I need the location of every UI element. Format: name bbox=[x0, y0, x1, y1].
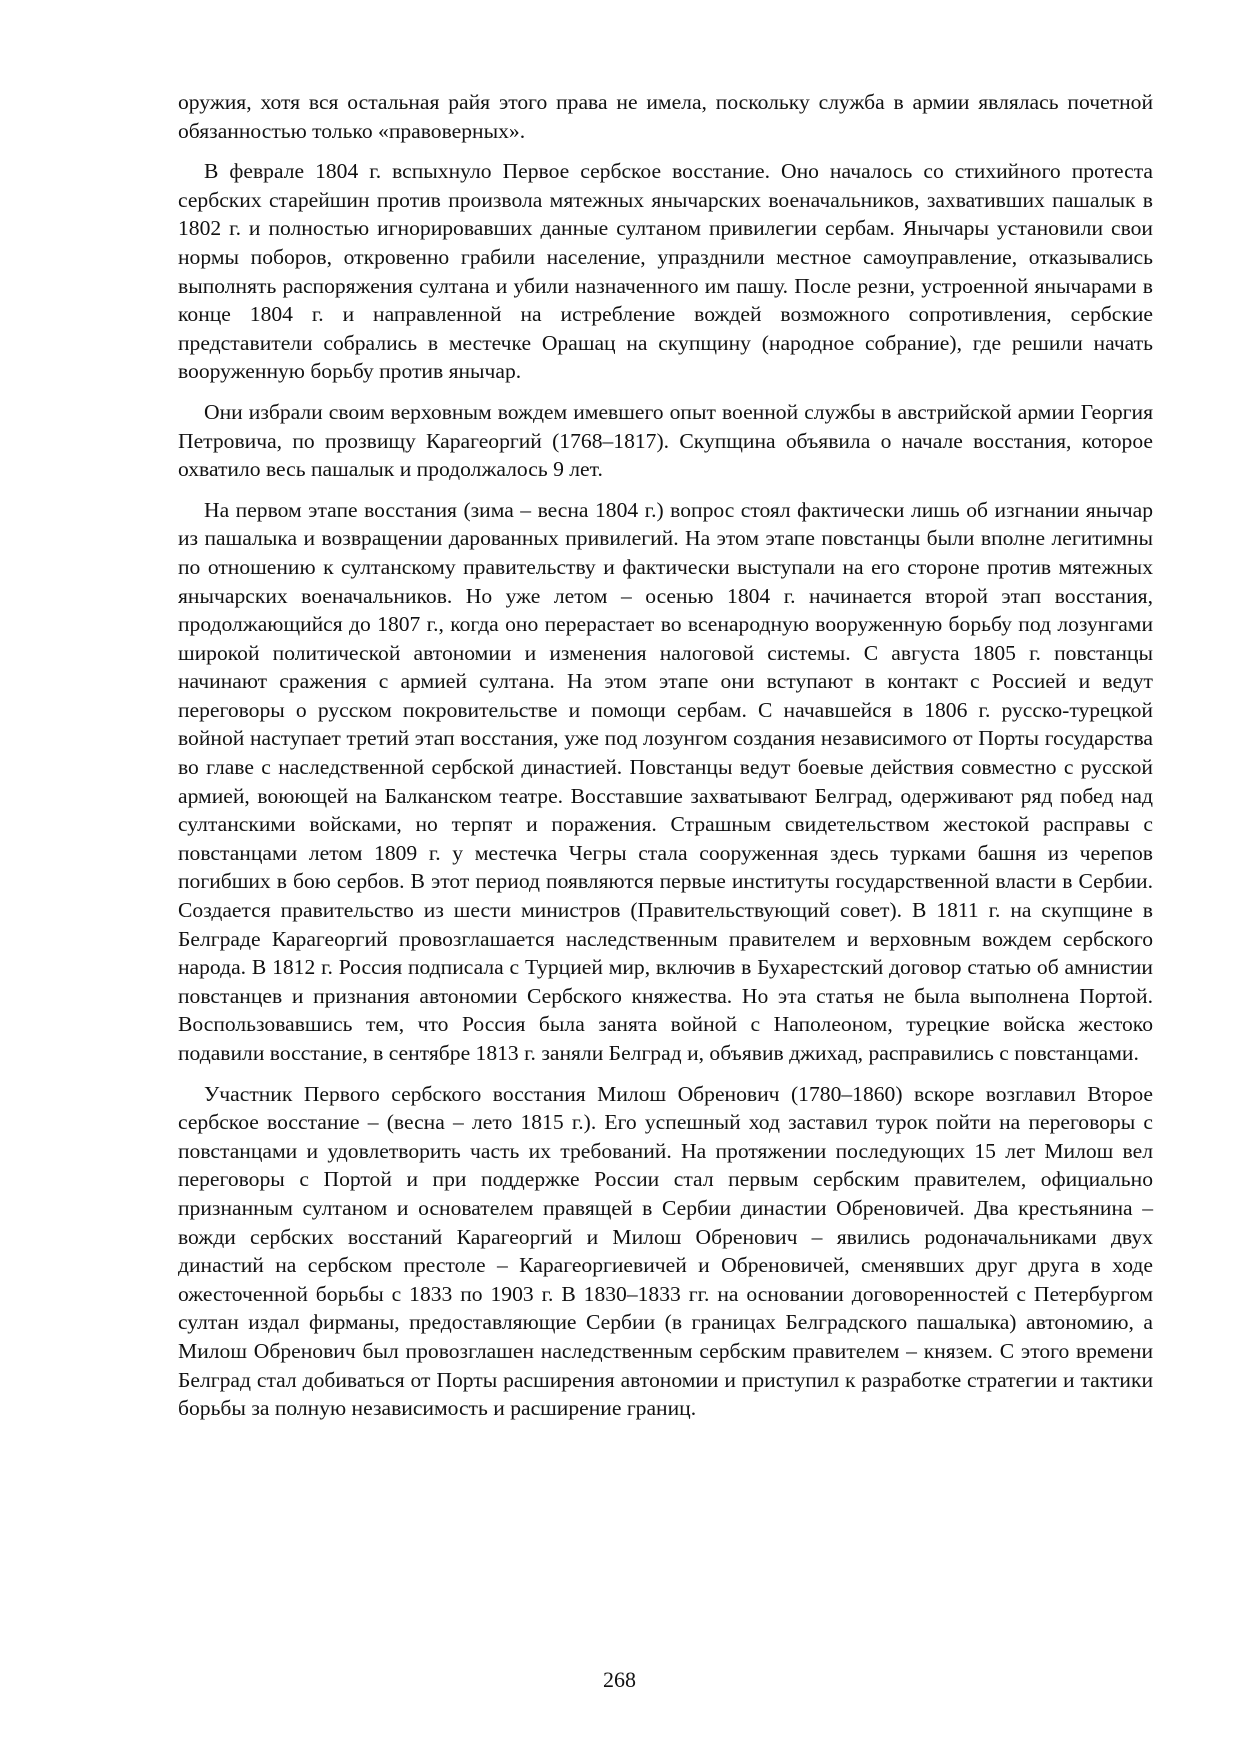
page-number: 268 bbox=[603, 1667, 636, 1692]
paragraph-second-uprising: Участник Первого сербского восстания Милош Обренович (1780–1860) вскоре возглавил Второе сербское восстание – (весна – лето 1815 г.). Его успешный ход заставил турок пойти на переговоры с повстанцами и удовлетворить часть их требований. На протяжении последующих 15 лет Милош вел переговоры с Портой и при поддержке России стал первым сербским правителем, официально признанным султаном и основателем правящей в Сербии династии Обреновичей. Два крестьянина – вожди сербских восстаний Карагеоргий и Милош Обренович – явились родоначальниками двух династий на сербском престоле – Карагеоргиевичей и Обреновичей, сменявших друг друга в ходе ожесточенной борьбы с 1833 по 1903 г. В 1830–1833 гг. на основании договоренностей с Петербургом султан издал фирманы, предоставляющие Сербии (в границах Белградского пашалыка) автономию, а Милош Обренович был провозглашен наследственным сербским правителем – князем. С этого времени Белград стал добиваться от Порты расширения автономии и приступил к разработке стратегии и тактики борьбы за полную независимость и расширение границ. bbox=[178, 1081, 1153, 1421]
paragraph-first-uprising-start: В феврале 1804 г. вспыхнуло Первое сербское восстание. Оно началось со стихийного протеста сербских старейшин против произвола мятежных янычарских военачальников, захвативших пашалык в 1802 г. и полностью игнорировавших данные султаном привилегии сербам. Янычары установили свои нормы поборов, откровенно грабили население, упразднили местное самоуправление, отказывались выполнять распоряжения султана и убили назначенного им пашу. После резни, устроенной янычарами в конце 1804 г. и направленной на истребление вождей возможного сопротивления, сербские представители собрались в местечке Орашац на скупщину (народное собрание), где решили начать вооруженную борьбу против янычар. bbox=[178, 159, 1153, 384]
paragraph-uprising-stages: На первом этапе восстания (зима – весна 1804 г.) вопрос стоял фактически лишь об изгнании янычар из пашалыка и возвращении дарованных привилегий. На этом этапе повстанцы были вполне легитимны по отношению к султанскому правительству и фактически выступали на его стороне против мятежных янычарских военачальников. Но уже летом – осенью 1804 г. начинается второй этап восстания, продолжающийся до 1807 г., когда оно перерастает во всенародную вооруженную борьбу под лозунгами широкой политической автономии и изменения налоговой системы. С августа 1805 г. повстанцы начинают сражения с армией султана. На этом этапе они вступают в контакт с Россией и ведут переговоры о русском покровительстве и помощи сербам. С начавшейся в 1806 г. русско-турецкой войной наступает третий этап восстания, уже под лозунгом создания независимого от Порты государства во главе с наследственной сербской династией. Повстанцы ведут боевые действия совместно с русской армией, воюющей на Балканском театре. Восставшие захватывают Белград, одерживают ряд побед над султанскими войсками, но терпят и поражения. Страшным свидетельством жестокой расправы с повстанцами летом 1809 г. у местечка Чегры стала сооруженная здесь турками башня из черепов погибших в бою сербов. В этот период появляются первые институты государственной власти в Сербии. Создается правительство из шести министров (Правительствующий совет). В 1811 г. на скупщине в Белграде Карагеоргий провозглашается наследственным правителем и верховным вождем сербского народа. В 1812 г. Россия подписала с Турцией мир, включив в Бухарестский договор статью об амнистии повстанцев и признания автономии Сербского княжества. Но эта статья не была выполнена Портой. Воспользовавшись тем, что Россия была занята войной с Наполеоном, турецкие войска жестоко подавили восстание, в сентябре 1813 г. заняли Белград и, объявив джихад, расправились с повстанцами. bbox=[178, 497, 1153, 1065]
paragraph-continuation: оружия, хотя вся остальная райя этого права не имела, поскольку служба в армии являлась почетной обязанностью только «правоверных». bbox=[178, 90, 1153, 143]
page-body bbox=[178, 88, 1153, 1435]
paragraph-karageorge-elected: Они избрали своим верховным вождем имевшего опыт военной службы в австрийской армии Георгия Петровича, по прозвищу Карагеоргий (1768–1817). Скупщина объявила о начале восстания, которое охватило весь пашалык и продолжалось 9 лет. bbox=[178, 399, 1153, 482]
